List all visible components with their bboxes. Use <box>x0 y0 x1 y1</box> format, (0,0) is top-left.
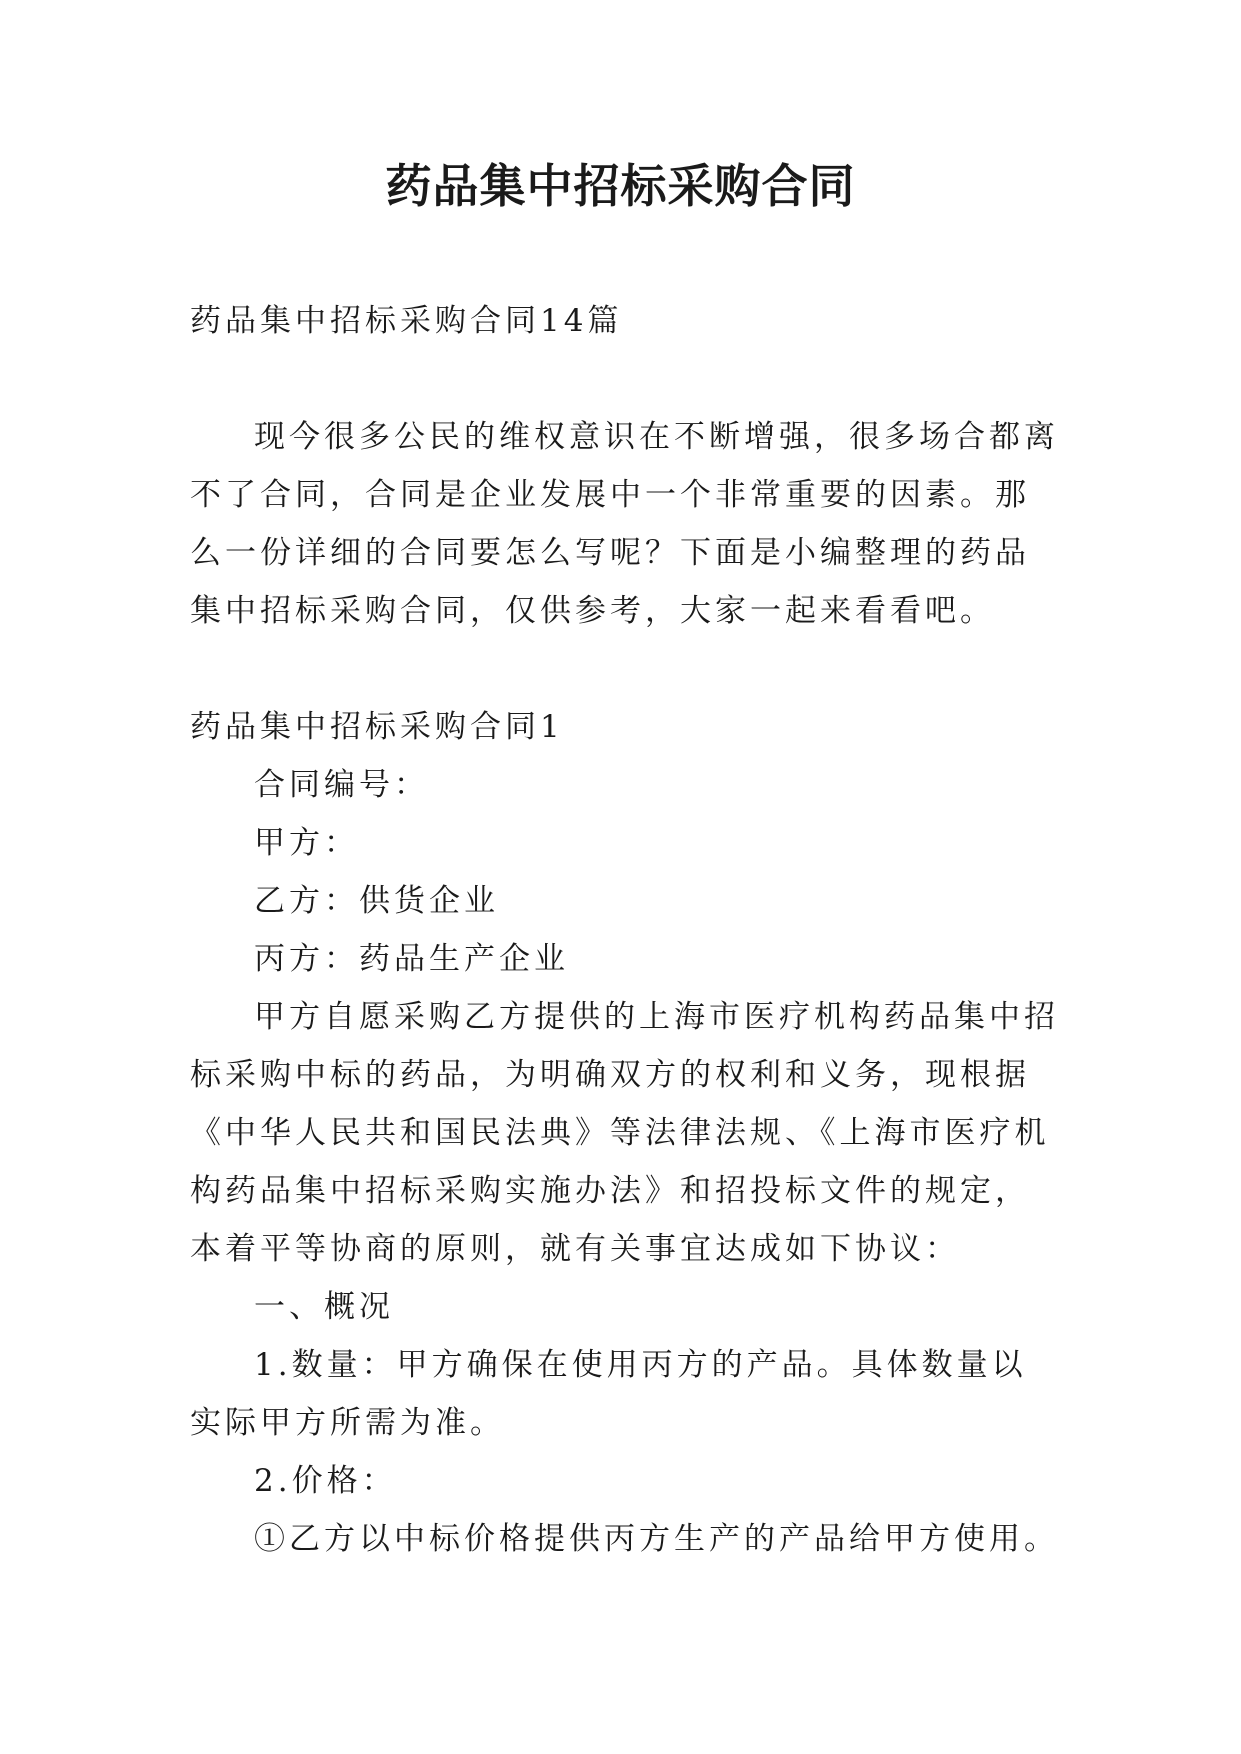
party-a-line: 甲方： <box>254 825 359 861</box>
clause-heading: 一、概况 <box>254 1289 394 1325</box>
document-title: 药品集中招标采购合同 <box>385 159 856 213</box>
party-b-line: 乙方：供货企业 <box>254 883 499 919</box>
clause-2-1: ①乙方以中标价格提供丙方生产的产品给甲方使用。 <box>254 1521 1059 1557</box>
intro-paragraph: 现今很多公民的维权意识在不断增强，很多场合都离不了合同，合同是企业发展中一个非常重要的因素。那么一份详细的合同要怎么写呢？下面是小编整理的药品集中招标采购合同，仅供参考，大家一起来看看吧。 <box>190 419 1059 629</box>
document-subtitle: 药品集中招标采购合同14篇 <box>190 303 623 339</box>
clause-1: 1.数量：甲方确保在使用丙方的产品。具体数量以实际甲方所需为准。 <box>190 1347 1027 1441</box>
contract-number-line: 合同编号： <box>254 767 429 803</box>
clause-2: 2.价格： <box>254 1463 397 1499</box>
party-c-line: 丙方：药品生产企业 <box>254 941 569 977</box>
section-title: 药品集中招标采购合同1 <box>190 709 564 745</box>
document-body <box>190 292 1060 1568</box>
preamble-paragraph: 甲方自愿采购乙方提供的上海市医疗机构药品集中招标采购中标的药品，为明确双方的权利和义务，现根据《中华人民共和国民法典》等法律法规、《上海市医疗机构药品集中招标采购实施办法》和招投标文件的规定，本着平等协商的原则，就有关事宜达成如下协议： <box>190 999 1059 1267</box>
